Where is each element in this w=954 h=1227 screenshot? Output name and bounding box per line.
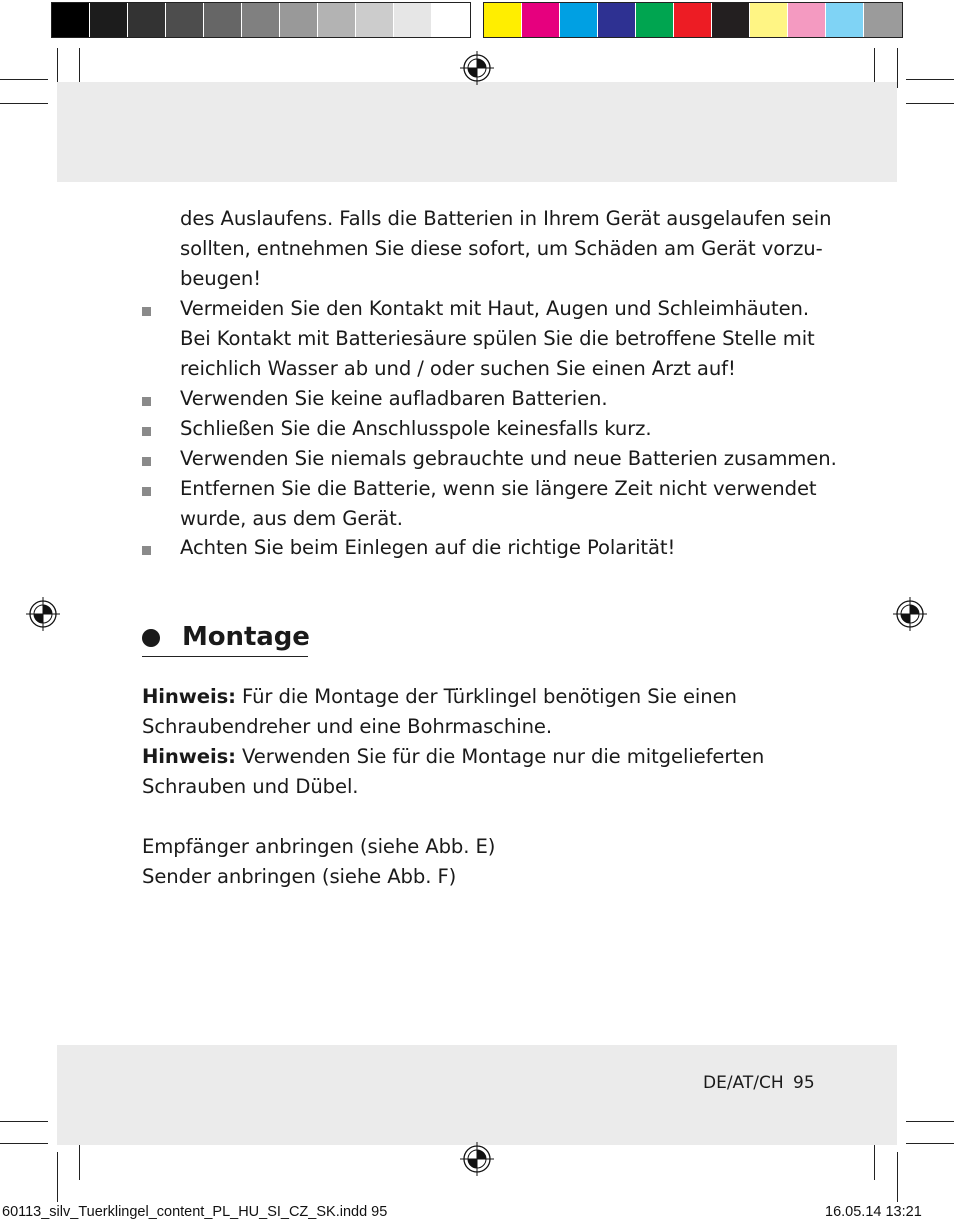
list-item: Vermeiden Sie den Kontakt mit Haut, Augen und Schleimhäuten.	[180, 297, 809, 320]
slug-timestamp: 16.05.14 13:21	[825, 1204, 922, 1220]
bullet-square-icon	[142, 487, 151, 496]
color-swatch	[484, 3, 522, 37]
color-swatch	[788, 3, 826, 37]
registration-mark-icon	[460, 1142, 494, 1176]
step-item: Empfänger anbringen (siehe Abb. E)	[142, 835, 496, 858]
note-paragraph	[142, 682, 737, 712]
color-swatch	[166, 3, 204, 37]
text-line: beugen!	[180, 267, 261, 290]
color-swatch	[826, 3, 864, 37]
registration-mark-icon	[460, 51, 494, 85]
color-swatch	[280, 3, 318, 37]
crop-mark	[906, 79, 954, 80]
process-color-bar	[483, 2, 903, 38]
note-text: Für die Montage der Türklingel benötigen Sie einen	[235, 685, 737, 708]
note-label: Hinweis:	[142, 685, 236, 708]
crop-mark	[906, 1143, 954, 1144]
color-swatch	[864, 3, 902, 37]
header-band	[57, 82, 897, 182]
crop-mark	[897, 1152, 898, 1202]
list-item: Verwenden Sie niemals gebrauchte und neue Batterien zusammen.	[180, 447, 837, 470]
bullet-square-icon	[142, 397, 151, 406]
bullet-square-icon	[142, 546, 151, 555]
crop-mark	[0, 79, 48, 80]
note-paragraph	[142, 742, 764, 772]
color-swatch	[52, 3, 90, 37]
bullet-square-icon	[142, 427, 151, 436]
slug-filename: 60113_silv_Tuerklingel_content_PL_HU_SI_CZ_SK.indd 95	[2, 1204, 388, 1220]
page-number: 95	[793, 1073, 815, 1093]
color-swatch	[750, 3, 788, 37]
gray-color-bar	[51, 2, 471, 38]
color-swatch	[432, 3, 470, 37]
color-swatch	[636, 3, 674, 37]
note-text: Schraubendreher und eine Bohrmaschine.	[142, 715, 552, 738]
color-swatch	[204, 3, 242, 37]
color-swatch	[712, 3, 750, 37]
list-item: reichlich Wasser ab und / oder suchen Sie einen Arzt auf!	[180, 357, 736, 380]
text-line: sollten, entnehmen Sie diese sofort, um Schäden am Gerät vorzu-	[180, 237, 823, 260]
list-item: Entfernen Sie die Batterie, wenn sie längere Zeit nicht verwendet	[180, 477, 817, 500]
crop-mark	[906, 1121, 954, 1122]
bullet-square-icon	[142, 457, 151, 466]
list-item: Achten Sie beim Einlegen auf die richtige Polarität!	[180, 536, 676, 559]
crop-mark	[0, 1143, 48, 1144]
color-swatch	[560, 3, 598, 37]
list-item: Bei Kontakt mit Batteriesäure spülen Sie die betroffene Stelle mit	[180, 327, 815, 350]
note-label: Hinweis:	[142, 745, 236, 768]
registration-mark-icon	[893, 597, 927, 631]
section-title: Montage	[182, 622, 310, 652]
color-swatch	[674, 3, 712, 37]
note-text: Schrauben und Dübel.	[142, 775, 359, 798]
list-item: Verwenden Sie keine aufladbaren Batterien.	[180, 387, 608, 410]
crop-mark	[0, 103, 48, 104]
color-swatch	[598, 3, 636, 37]
registration-mark-icon	[26, 597, 60, 631]
heading-bullet-icon	[142, 629, 160, 647]
color-swatch	[90, 3, 128, 37]
color-swatch	[318, 3, 356, 37]
note-text: Verwenden Sie für die Montage nur die mitgelieferten	[235, 745, 765, 768]
color-swatch	[356, 3, 394, 37]
list-item: Schließen Sie die Anschlusspole keinesfalls kurz.	[180, 417, 652, 440]
crop-mark	[897, 48, 898, 88]
color-swatch	[394, 3, 432, 37]
section-heading	[142, 618, 308, 657]
crop-mark	[0, 1121, 48, 1122]
bullet-square-icon	[142, 307, 151, 316]
text-line: des Auslaufens. Falls die Batterien in Ihrem Gerät ausgelaufen sein	[180, 207, 832, 230]
color-swatch	[128, 3, 166, 37]
crop-mark	[57, 1152, 58, 1202]
color-swatch	[242, 3, 280, 37]
crop-mark	[906, 103, 954, 104]
footer-band	[57, 1045, 897, 1145]
step-item: Sender anbringen (siehe Abb. F)	[142, 865, 457, 888]
color-swatch	[522, 3, 560, 37]
list-item: wurde, aus dem Gerät.	[180, 507, 403, 530]
page-locale: DE/AT/CH	[703, 1073, 784, 1093]
